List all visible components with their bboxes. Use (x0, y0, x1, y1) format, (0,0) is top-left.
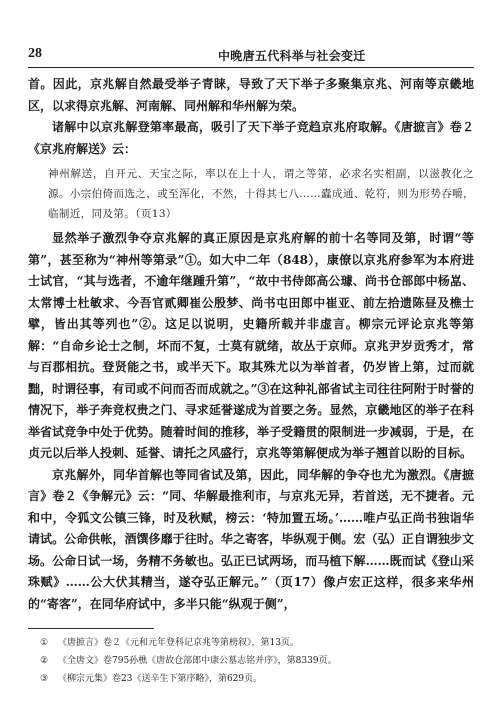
block-quote: 神州解送，自开元、天宝之际，率以在上十人，谓之等第，必求名实相副，以滋教化之源。小宗伯倚而选之，或至浑化，不然，十得其七八……蠹成通、乾符，则为形势吞嚼，临制近，同及第。（页13） (48, 168, 474, 220)
body-text (28, 74, 474, 615)
footnote-mark: ① (40, 638, 49, 648)
paragraph: 显然举子激烈争夺京兆解的真正原因是京兆府解的前十名等同及第，时谓“等第”，甚至称为“神州等第录”①。如大中二年（848），康僚以京兆府参军为本府进士试官，“其与选者，不逾年继踵升第”，“故中书侍郎高公璩、尚书仓部郎中杨嵓、太常博士杜敏求、今吾官贰卿崔公殷梦、尚书屯田郎中崔亚、前左拾遗陈昼及樵士擘，皆出其等列也”②。这足以说明，史籍所载并非虚言。柳宗元评论京兆等第解：“自命乡论士之制，坏而不复，士莫有就绪，故丛于京师。京兆尹岁贡秀才，常与百郡相抗。登贤能之书，或半天下。取其殊尤以为举首者，仍岁皆上第，过而就黜，时谓径事，有司或不问而否而成就之。”③在这种礼部省试主司往往阿附于时誉的情况下，举子奔竞权贵之门、寻求延誉遂成为首要之务。显然，京畿地区的举子在科举省试竞争中处于优势。随着时间的推移，举子受籍贯的限制进一步减弱，于是，在贞元以后举人投刺、延誉、请托之风盛行，京兆等第解便成为举子翘首以盼的目标。 (28, 231, 474, 460)
footnotes (40, 634, 470, 688)
footnote-text: 《唐摭言》卷２《元和元年登科记京兆等第榜叙》，第13页。 (58, 638, 299, 648)
footnote (40, 670, 470, 688)
footnote-mark: ③ (40, 674, 49, 684)
footnote-text: 《全唐文》卷795孙樵《唐故仓部郎中康公墓志铭并序》，第8339页。 (58, 656, 337, 666)
page-number: 28 (28, 46, 42, 61)
paragraph: 京兆解外，同华首解也等同省试及第，因此，同华解的争夺也尤为激烈。《唐摭言》卷２《争解元》云：“同、华解最推利市，与京兆无异，若首送，无不捷者。元和中，令狐文公镇三锋，时及秋赋，榜云：‘特加置五场。’……唯卢弘正尚书独诣华请试。公命供帐，酒馔侈靡于往时。华之寄客，毕纵观于侧。宏（弘）正自谓独步文场。公命日试一场，务精不务敏也。弘正已试两场，而马植下解……既而试《登山采珠赋》……公大伏其精当，遂夺弘正解元。”（页17）像卢宏正这样，很多来华州的“寄客”，在同华府试中，多半只能“纵观于侧”， (28, 467, 474, 611)
footnote (40, 634, 470, 652)
paragraph: 首。因此，京兆解自然最受举子青睐，导致了天下举子多聚集京兆、河南等京畿地区，以求得京兆解、河南解、同州解和华州解为荣。 (28, 77, 474, 113)
footnote (40, 652, 470, 670)
footnote-rule (28, 628, 154, 629)
footnote-mark: ② (40, 656, 49, 666)
running-title: 中晚唐五代科举与社会变迁 (218, 49, 366, 63)
page-header (28, 46, 474, 64)
footnote-text: 《柳宗元集》卷23《送辛生下第序略》，第629页。 (58, 674, 263, 684)
paragraph: 诸解中以京兆解登第率最高，吸引了天下举子竞趋京兆府取解。《唐摭言》卷２《京兆府解送》云： (28, 120, 474, 156)
header-rule (28, 67, 474, 68)
